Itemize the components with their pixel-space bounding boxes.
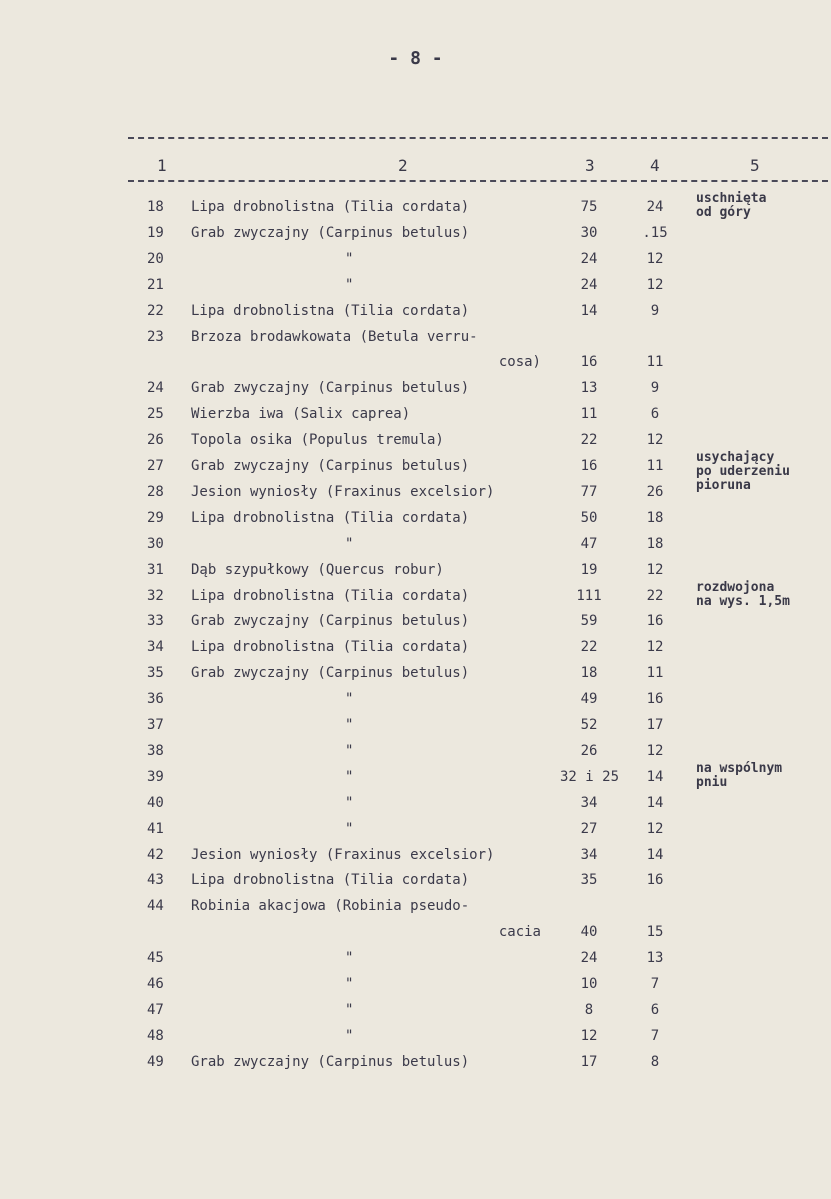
header-col-4: 4 <box>650 156 660 175</box>
row-number: 38 <box>147 742 164 759</box>
row-number: 47 <box>147 1001 164 1018</box>
table-row <box>0 379 831 405</box>
col-3-value: 24 <box>580 950 598 967</box>
col-4-value: 9 <box>650 302 660 319</box>
col-4-value: 14 <box>646 768 664 785</box>
col-3-value: 27 <box>580 820 598 837</box>
species-name: " <box>345 1001 354 1018</box>
row-number: 34 <box>147 639 164 656</box>
remark-note: usychający po uderzeniu pioruna <box>696 450 790 493</box>
species-name: " <box>345 691 354 708</box>
row-number: 27 <box>147 458 164 474</box>
col-3-value: 19 <box>580 561 598 578</box>
species-name: " <box>345 276 354 293</box>
row-number: 30 <box>147 535 164 552</box>
col-4-value: 9 <box>650 380 660 397</box>
species-name: Brzoza brodawkowata (Betula verru- <box>191 328 478 345</box>
col-4-value: 15 <box>646 924 664 941</box>
species-name: Grab zwyczajny (Carpinus betulus) <box>191 224 470 241</box>
row-number: 41 <box>147 820 164 837</box>
species-name: Jesion wyniosły (Fraxinus excelsior) <box>191 846 495 863</box>
table-row <box>0 1001 831 1027</box>
col-3-value: 24 <box>580 250 598 267</box>
row-number: 33 <box>147 613 164 630</box>
row-number: 20 <box>147 250 164 267</box>
table-row <box>0 871 831 897</box>
col-4-value: 16 <box>646 872 664 889</box>
row-number: 43 <box>147 872 164 889</box>
col-4-value: 6 <box>650 1001 660 1018</box>
species-name: Grab zwyczajny (Carpinus betulus) <box>191 458 470 474</box>
col-4-value: 26 <box>646 483 664 500</box>
species-name: Grab zwyczajny (Carpinus betulus) <box>191 613 470 630</box>
col-4-value: .15 <box>642 224 668 241</box>
col-4-value: 16 <box>646 691 664 708</box>
table-row <box>0 638 831 664</box>
col-3-value: 47 <box>580 535 598 552</box>
row-number: 25 <box>147 406 164 423</box>
table-row <box>0 224 831 250</box>
row-number: 22 <box>147 302 164 319</box>
col-3-value: 24 <box>580 276 598 293</box>
species-name: " <box>345 535 354 552</box>
species-name: Lipa drobnolistna (Tilia cordata) <box>191 872 470 889</box>
col-3-value: 17 <box>580 1053 598 1070</box>
row-number: 45 <box>147 950 164 967</box>
col-4-value: 11 <box>646 354 664 371</box>
row-number: 49 <box>147 1053 164 1070</box>
col-4-value: 12 <box>646 742 664 759</box>
species-name: Wierzba iwa (Salix caprea) <box>191 406 411 423</box>
table-row <box>0 923 831 949</box>
col-4-value: 17 <box>646 717 664 733</box>
row-number: 21 <box>147 276 164 293</box>
col-3-value: 34 <box>580 846 598 863</box>
row-number: 48 <box>147 1027 164 1044</box>
table-row <box>0 302 831 328</box>
remark-note: rozdwojona na wys. 1,5m <box>696 579 790 609</box>
table-top-rule <box>128 137 828 139</box>
row-number: 28 <box>147 483 164 500</box>
col-4-value: 12 <box>646 432 664 449</box>
col-3-value: 34 <box>580 794 598 811</box>
col-3-value: 32 i 25 <box>560 768 620 785</box>
species-name: Dąb szypułkowy (Quercus robur) <box>191 561 444 578</box>
species-name: " <box>345 820 354 837</box>
species-name: " <box>345 794 354 811</box>
col-3-value: 22 <box>580 432 598 449</box>
col-3-value: 77 <box>580 483 598 500</box>
species-name: " <box>345 250 354 267</box>
species-name: Grab zwyczajny (Carpinus betulus) <box>191 1053 470 1070</box>
table-row <box>0 1053 831 1079</box>
col-3-value: 26 <box>580 742 598 759</box>
species-name: Lipa drobnolistna (Tilia cordata) <box>191 199 470 215</box>
row-number: 32 <box>147 587 164 604</box>
col-4-value: 12 <box>646 561 664 578</box>
row-number: 19 <box>147 224 164 241</box>
col-3-value: 50 <box>580 509 598 526</box>
table-row <box>0 975 831 1001</box>
table-row <box>0 820 831 846</box>
table-row <box>0 716 831 742</box>
table-row <box>0 690 831 716</box>
col-3-value: 18 <box>580 665 598 682</box>
col-3-value: 14 <box>580 302 598 319</box>
col-3-value: 16 <box>580 354 598 371</box>
col-4-value: 6 <box>650 406 660 423</box>
species-name: " <box>345 717 354 733</box>
col-4-value: 22 <box>646 587 664 604</box>
header-col-5: 5 <box>750 156 760 175</box>
col-4-value: 7 <box>650 1027 660 1044</box>
col-4-value: 11 <box>646 665 664 682</box>
col-4-value: 14 <box>646 794 664 811</box>
table-row <box>0 1027 831 1053</box>
species-name: Grab zwyczajny (Carpinus betulus) <box>191 665 470 682</box>
col-3-value: 16 <box>580 458 598 474</box>
species-name: " <box>345 1027 354 1044</box>
table-row <box>0 353 831 379</box>
table-row <box>0 405 831 431</box>
species-name: Lipa drobnolistna (Tilia cordata) <box>191 587 470 604</box>
header-col-2: 2 <box>398 156 408 175</box>
row-number: 31 <box>147 561 164 578</box>
col-4-value: 16 <box>646 613 664 630</box>
col-4-value: 8 <box>650 1053 660 1070</box>
remark-note: na wspólnym pniu <box>696 760 783 790</box>
col-4-value: 14 <box>646 846 664 863</box>
row-number: 23 <box>147 328 164 345</box>
col-4-value: 12 <box>646 639 664 656</box>
col-3-value: 10 <box>580 976 598 992</box>
row-number: 36 <box>147 691 164 708</box>
row-number: 24 <box>147 380 164 397</box>
col-4-value: 7 <box>650 976 660 992</box>
table-row <box>0 612 831 638</box>
header-col-3: 3 <box>585 156 595 175</box>
col-3-value: 11 <box>580 406 598 423</box>
species-name: Lipa drobnolistna (Tilia cordata) <box>191 509 470 526</box>
col-3-value: 40 <box>580 924 598 941</box>
table-row <box>0 250 831 276</box>
col-3-value: 8 <box>584 1001 594 1018</box>
species-name-continued: cosa) <box>498 354 541 371</box>
table-row <box>0 276 831 302</box>
species-name: Lipa drobnolistna (Tilia cordata) <box>191 302 470 319</box>
species-name: Jesion wyniosły (Fraxinus excelsior) <box>191 483 495 500</box>
col-3-value: 22 <box>580 639 598 656</box>
col-4-value: 18 <box>646 509 664 526</box>
table-row <box>0 509 831 535</box>
page-number: - 8 - <box>388 48 443 69</box>
species-name-continued: cacia <box>498 924 541 941</box>
col-4-value: 12 <box>646 276 664 293</box>
row-number: 39 <box>147 768 164 785</box>
table-row <box>0 664 831 690</box>
row-number: 29 <box>147 509 164 526</box>
row-number: 18 <box>147 199 164 215</box>
row-number: 26 <box>147 432 164 449</box>
species-name: Lipa drobnolistna (Tilia cordata) <box>191 639 470 656</box>
row-number: 46 <box>147 976 164 992</box>
table-header-rule <box>128 180 828 182</box>
col-4-value: 24 <box>646 199 664 215</box>
table-row <box>0 535 831 561</box>
table-row <box>0 949 831 975</box>
table-row <box>0 328 831 354</box>
row-number: 35 <box>147 665 164 682</box>
col-4-value: 18 <box>646 535 664 552</box>
remark-note: uschnięta od góry <box>696 191 767 220</box>
species-name: Topola osika (Populus tremula) <box>191 432 444 449</box>
col-4-value: 13 <box>646 950 664 967</box>
header-col-1: 1 <box>157 156 167 175</box>
species-name: " <box>345 976 354 992</box>
col-3-value: 35 <box>580 872 598 889</box>
species-name: " <box>345 742 354 759</box>
col-3-value: 59 <box>580 613 598 630</box>
col-3-value: 75 <box>580 199 598 215</box>
table-row <box>0 897 831 923</box>
row-number: 42 <box>147 846 164 863</box>
col-3-value: 52 <box>580 717 598 733</box>
species-name: Robinia akacjowa (Robinia pseudo- <box>191 898 470 915</box>
col-4-value: 12 <box>646 820 664 837</box>
species-name: " <box>345 950 354 967</box>
col-3-value: 111 <box>576 587 602 604</box>
col-3-value: 49 <box>580 691 598 708</box>
col-3-value: 13 <box>580 380 598 397</box>
col-4-value: 11 <box>646 458 664 474</box>
col-4-value: 12 <box>646 250 664 267</box>
species-name: Grab zwyczajny (Carpinus betulus) <box>191 380 470 397</box>
col-3-value: 30 <box>580 224 598 241</box>
row-number: 37 <box>147 717 164 733</box>
row-number: 40 <box>147 794 164 811</box>
table-row <box>0 794 831 820</box>
col-3-value: 12 <box>580 1027 598 1044</box>
table-row <box>0 846 831 872</box>
row-number: 44 <box>147 898 164 915</box>
species-name: " <box>345 768 354 785</box>
